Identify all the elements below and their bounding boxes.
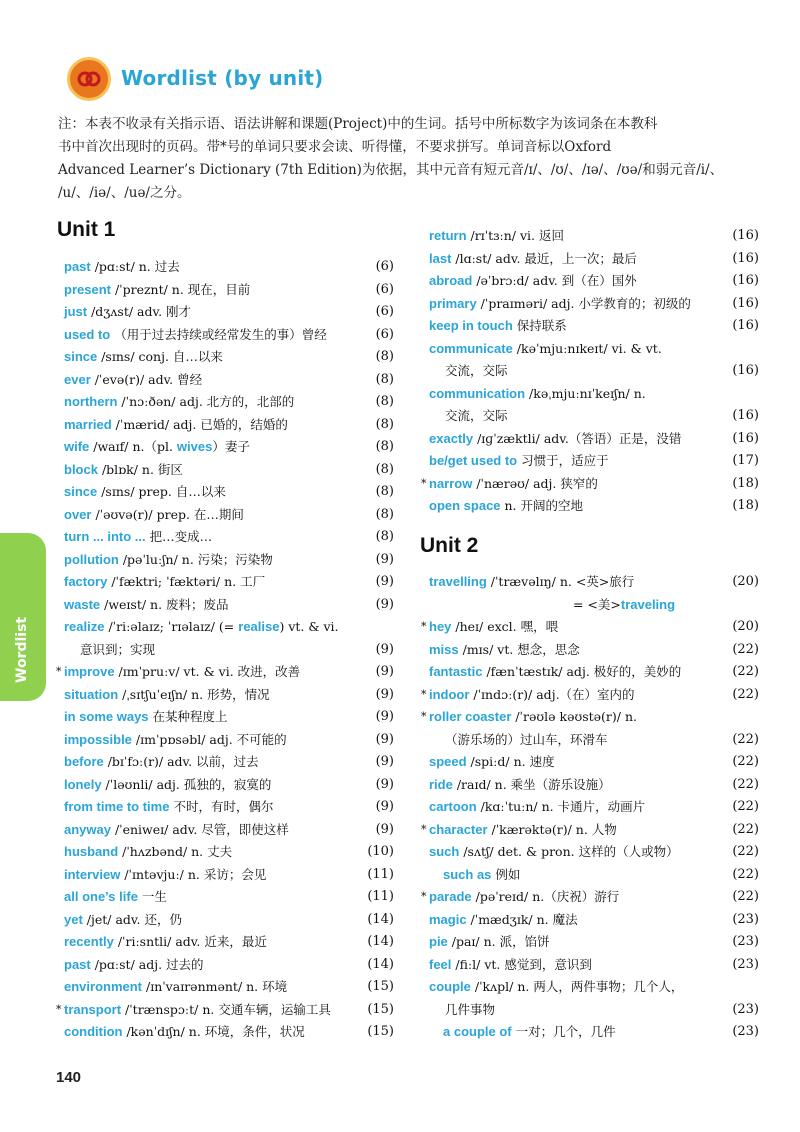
- note-line: Advanced Learner’s Dictionary (7th Edition)为依据，其中元音有短元音/ɪ/、/ʊ/、/ɪə/、/ʊə/和弱元音/i/、: [58, 162, 724, 178]
- definition: /spiːd/ n. 速度: [466, 754, 555, 769]
- page-reference: (9): [375, 821, 394, 837]
- page-reference: (15): [367, 1024, 394, 1039]
- word-entry: [429, 405, 759, 428]
- headword-variant: realise: [238, 619, 280, 634]
- headword: interview: [64, 866, 121, 882]
- word-entry: [429, 383, 759, 406]
- word-entry: [429, 751, 759, 774]
- definition: /ˈləʊnli/ adj. 孤独的，寂寞的: [101, 776, 272, 792]
- page-reference: (14): [367, 956, 394, 972]
- word-entry: [64, 369, 394, 392]
- headword: roller coaster: [429, 709, 512, 724]
- definition: /ˈevə(r)/ adv. 曾经: [90, 371, 203, 387]
- headword: speed: [429, 754, 467, 769]
- page-reference: (8): [375, 506, 394, 522]
- page-reference: (22): [732, 664, 759, 679]
- definition: /ˈnɔːðən/ adj. 北方的，北部的: [117, 394, 295, 409]
- headword: open space: [429, 498, 501, 513]
- word-entry: [64, 481, 394, 504]
- page-reference: (8): [375, 394, 394, 409]
- definition: /ˈrəʊlə kəʊstə(r)/ n.: [511, 709, 637, 724]
- headword-variant: traveling: [620, 596, 676, 612]
- side-tab-label: Wordlist: [14, 616, 30, 683]
- page-reference: (9): [375, 574, 394, 589]
- word-entry: [64, 729, 394, 752]
- definition: /ˈpraɪməri/ adj. 小学教育的；初级的: [476, 295, 691, 311]
- star-marker-icon: *: [56, 665, 62, 678]
- page-reference: (16): [732, 408, 759, 423]
- headword: since: [64, 484, 98, 499]
- page-reference: (9): [375, 596, 394, 612]
- page-reference: (22): [732, 776, 759, 792]
- definition: /ˈɪntəvjuː/ n. 采访；会见: [120, 866, 267, 882]
- definition: /ˈhʌzbənd/ n. 丈夫: [118, 844, 233, 859]
- headword: from time to time: [64, 799, 170, 814]
- page-reference: (8): [375, 439, 394, 454]
- word-entry: [64, 931, 394, 954]
- page-reference: (9): [375, 731, 394, 747]
- page-reference: (8): [375, 461, 394, 477]
- definition: = <美>: [572, 596, 621, 612]
- page-reference: (23): [732, 1001, 759, 1017]
- definition: /raɪd/ n. 乘坐（游乐设施）: [452, 776, 611, 792]
- word-entry: [56, 999, 394, 1022]
- page-reference: (16): [732, 250, 759, 266]
- intro-note: [58, 113, 758, 205]
- headword: communication: [429, 385, 526, 401]
- page-reference: (9): [375, 641, 394, 657]
- definition: /ɪɡˈzæktli/ adv.（答语）正是，没错: [473, 430, 682, 446]
- page-reference: (22): [732, 866, 759, 882]
- word-entry: [64, 459, 394, 482]
- headword: feel: [429, 956, 452, 972]
- headword: transport: [64, 1001, 122, 1017]
- page-number: 140: [56, 1069, 82, 1086]
- definition: /sʌtʃ/ det. & pron. 这样的（人或物）: [459, 844, 679, 859]
- page-reference: (23): [732, 911, 759, 927]
- definition: /kəˈmjuːnɪkeɪt/ vi. & vt.: [512, 340, 662, 356]
- headword: communicate: [429, 340, 513, 356]
- page-reference: (18): [732, 498, 759, 513]
- star-marker-icon: *: [421, 890, 427, 903]
- definition: /ˈfæktri; ˈfæktəri/ n. 工厂: [107, 574, 266, 589]
- word-entry: [64, 684, 394, 707]
- word-entry: [64, 256, 394, 279]
- headword: before: [64, 754, 104, 769]
- headword: past: [64, 956, 91, 972]
- definition: 几件事物: [445, 1001, 496, 1017]
- page-reference: (22): [732, 731, 759, 747]
- page-reference: (9): [375, 551, 394, 567]
- word-entry: [64, 774, 394, 797]
- word-entry: [429, 225, 759, 248]
- page-reference: (23): [732, 1024, 759, 1039]
- page-reference: (9): [375, 754, 394, 769]
- wordlist-side-tab: [0, 533, 46, 701]
- definition: 一生: [137, 889, 167, 904]
- headword: environment: [64, 979, 143, 994]
- definition: 把…变成…: [145, 529, 213, 544]
- word-entry: [64, 504, 394, 527]
- headword: situation: [64, 686, 119, 702]
- definition: /fiːl/ vt. 感觉到，意识到: [451, 956, 592, 972]
- headword: return: [429, 228, 467, 243]
- word-entry: [64, 751, 394, 774]
- word-entry: [429, 796, 759, 819]
- word-entry: [429, 909, 759, 932]
- word-entry: [429, 270, 759, 293]
- unit2-word-list: [421, 571, 759, 1044]
- definition: （游乐场的）过山车，环滑车: [445, 731, 608, 747]
- definition: （用于过去持续或经常发生的事）曾经: [110, 326, 327, 342]
- page-reference: (11): [367, 866, 394, 882]
- page-reference: (23): [732, 956, 759, 972]
- headword: pie: [429, 934, 448, 949]
- star-marker-icon: *: [421, 476, 427, 490]
- definition: 交流，交际: [445, 408, 508, 423]
- headword: impossible: [64, 731, 132, 747]
- definition: /bɪˈfɔː(r)/ adv. 以前，过去: [103, 754, 259, 769]
- definition: /ˈeniweɪ/ adv. 尽管，即使这样: [110, 821, 289, 837]
- headword: present: [64, 281, 111, 297]
- star-marker-icon: *: [421, 620, 427, 633]
- page-reference: (15): [367, 979, 394, 994]
- headword: miss: [429, 641, 459, 657]
- headword: cartoon: [429, 799, 477, 814]
- page-reference: (20): [732, 619, 759, 634]
- definition: 意识到；实现: [80, 641, 156, 657]
- word-entry: [421, 616, 759, 639]
- headword: improve: [64, 664, 115, 679]
- headword: factory: [64, 574, 108, 589]
- word-entry: [64, 976, 394, 999]
- definition: /ˈtrævəlɪŋ/ n. <英>旅行: [486, 574, 635, 589]
- headword: yet: [64, 911, 83, 927]
- page-reference: (10): [367, 844, 394, 859]
- definition: /blɒk/ n. 街区: [97, 461, 183, 477]
- page-reference: (17): [732, 453, 759, 468]
- word-entry: [429, 495, 759, 518]
- definition: /ɪmˈpɒsəbl/ adj. 不可能的: [131, 731, 287, 747]
- star-marker-icon: *: [421, 822, 427, 836]
- word-entry: [429, 293, 759, 316]
- word-entry: [64, 639, 394, 662]
- headword: such as: [443, 866, 492, 882]
- word-entry: [64, 909, 394, 932]
- headword: husband: [64, 844, 119, 859]
- word-entry: [429, 360, 759, 383]
- headword: travelling: [429, 574, 487, 589]
- headword: hey: [429, 619, 452, 634]
- definition-tail: ）妻子: [212, 439, 250, 454]
- definition: 保持联系: [512, 318, 567, 333]
- headword: character: [429, 821, 488, 837]
- word-entry: [429, 315, 759, 338]
- page-reference: (16): [732, 318, 759, 333]
- headword: since: [64, 349, 98, 364]
- headword: keep in touch: [429, 318, 513, 333]
- definition: /ˈriːsntli/ adv. 近来，最近: [113, 934, 267, 949]
- word-entry: [64, 819, 394, 842]
- word-entry: [421, 706, 759, 729]
- page-reference: (6): [375, 281, 394, 297]
- page-reference: (8): [375, 529, 394, 544]
- definition: /weɪst/ n. 废料；废品: [100, 596, 229, 612]
- page-reference: (22): [732, 754, 759, 769]
- definition: /ˈtrænspɔːt/ n. 交通车辆，运输工具: [121, 1001, 331, 1017]
- page-reference: (8): [375, 371, 394, 387]
- page-reference: (22): [732, 821, 759, 837]
- headword: ride: [429, 776, 453, 792]
- page-reference: (20): [732, 574, 759, 589]
- page-reference: (6): [375, 259, 394, 274]
- word-entry: [64, 324, 394, 347]
- page-reference: (14): [367, 934, 394, 949]
- page-reference: (16): [732, 273, 759, 288]
- headword: recently: [64, 934, 114, 949]
- definition: 在某种程度上: [148, 709, 228, 724]
- page-reference: (22): [732, 641, 759, 657]
- headword: condition: [64, 1024, 123, 1039]
- page-reference: (22): [732, 889, 759, 904]
- page-reference: (9): [375, 709, 394, 724]
- headword: waste: [64, 596, 101, 612]
- word-entry: [64, 954, 394, 977]
- headword: pollution: [64, 551, 119, 567]
- word-entry: [64, 571, 394, 594]
- headword: used to: [64, 326, 111, 342]
- word-entry: [64, 841, 394, 864]
- page-reference: (16): [732, 363, 759, 378]
- page-reference: (23): [732, 934, 759, 949]
- unit1-word-list: [56, 256, 394, 1044]
- note-line: 注：本表不收录有关指示语、语法讲解和课题(Project)中的生词。括号中所标数字为该词条在本教科: [58, 116, 658, 132]
- headword: block: [64, 461, 98, 477]
- word-entry: [421, 473, 759, 496]
- headword: indoor: [429, 686, 470, 702]
- headword: parade: [429, 889, 472, 904]
- note-line: /u/、/iə/、/uə/之分。: [58, 185, 191, 201]
- definition: n. 开阔的空地: [500, 498, 584, 513]
- definition-tail: ) vt. & vi.: [279, 619, 339, 634]
- headword: fantastic: [429, 664, 483, 679]
- definition: /sɪns/ prep. 自…以来: [97, 484, 226, 499]
- headword: anyway: [64, 821, 111, 837]
- headword: over: [64, 506, 92, 522]
- headword: wife: [64, 439, 90, 454]
- headword: just: [64, 304, 88, 319]
- word-entry: [64, 616, 394, 639]
- definition: /ˈmædʒɪk/ n. 魔法: [466, 911, 578, 927]
- definition: /kəˌmjuːnɪˈkeɪʃn/ n.: [525, 385, 646, 401]
- word-entry: [429, 594, 759, 617]
- word-entry: [429, 639, 759, 662]
- page-reference: (14): [367, 911, 394, 927]
- headword: be/get used to: [429, 453, 518, 468]
- word-entry: [421, 886, 759, 909]
- definition: /heɪ/ excl. 嘿，喂: [451, 619, 559, 634]
- page-reference: (9): [375, 776, 394, 792]
- word-entry: [64, 796, 394, 819]
- headword: ever: [64, 371, 91, 387]
- word-entry: [64, 279, 394, 302]
- word-entry: [429, 338, 759, 361]
- definition: /ˈpreznt/ n. 现在，目前: [110, 281, 251, 297]
- headword: magic: [429, 911, 467, 927]
- headword: married: [64, 416, 112, 432]
- definition: /fænˈtæstɪk/ adj. 极好的，美妙的: [482, 664, 682, 679]
- page-reference: (16): [732, 430, 759, 446]
- definition: /ˈkʌpl/ n. 两人，两件事物；几个人，: [470, 979, 684, 994]
- definition: /paɪ/ n. 派，馅饼: [447, 934, 550, 949]
- word-entry: [421, 684, 759, 707]
- definition: /waɪf/ n.（pl.: [89, 439, 177, 454]
- word-entry: [64, 886, 394, 909]
- word-entry: [64, 549, 394, 572]
- definition: /ˈmærid/ adj. 已婚的，结婚的: [111, 416, 288, 432]
- star-marker-icon: *: [421, 710, 427, 723]
- definition: /ˈkærəktə(r)/ n. 人物: [487, 821, 617, 837]
- word-entry: [429, 999, 759, 1022]
- word-entry: [64, 301, 394, 324]
- word-entry: [429, 571, 759, 594]
- word-entry: [429, 976, 759, 999]
- definition: /pɑːst/ n. 过去: [90, 259, 180, 274]
- definition: 习惯于，适应于: [517, 453, 609, 468]
- word-entry: [429, 248, 759, 271]
- definition: /ˈɪndɔː(r)/ adj.（在）室内的: [469, 686, 635, 702]
- page-reference: (16): [732, 228, 759, 243]
- word-entry: [429, 931, 759, 954]
- definition: /pəˈluːʃn/ n. 污染；污染物: [118, 551, 273, 567]
- headword: such: [429, 844, 460, 859]
- definition: /pəˈreɪd/ n.（庆祝）游行: [471, 889, 620, 904]
- page-reference: (6): [375, 304, 394, 319]
- definition: 例如: [491, 866, 521, 882]
- headword-variant: wives: [176, 439, 213, 454]
- page-reference: (16): [732, 295, 759, 311]
- word-entry: [429, 428, 759, 451]
- headword: primary: [429, 295, 477, 311]
- definition: /ɪmˈpruːv/ vt. & vi. 改进，改善: [114, 664, 301, 679]
- definition: /ˌsɪtʃuˈeɪʃn/ n. 形势，情况: [118, 686, 270, 702]
- word-entry: [421, 819, 759, 842]
- word-entry: [56, 661, 394, 684]
- headword: in some ways: [64, 709, 149, 724]
- word-entry: [429, 841, 759, 864]
- definition: /dʒʌst/ adv. 刚才: [87, 304, 192, 319]
- definition: /rɪˈtɜːn/ vi. 返回: [466, 228, 564, 243]
- definition: /ˈəʊvə(r)/ prep. 在…期间: [91, 506, 244, 522]
- headword: last: [429, 250, 452, 266]
- definition: 一对；几个，几件: [511, 1024, 616, 1039]
- page-reference: (11): [367, 889, 394, 904]
- unit2-heading: Unit 2: [420, 534, 479, 557]
- unit-logo-icon: [67, 57, 111, 101]
- definition: /ˈnærəʊ/ adj. 狭窄的: [472, 475, 598, 491]
- word-entry: [64, 436, 394, 459]
- definition: /jet/ adv. 还，仍: [82, 911, 182, 927]
- definition: 交流，交际: [445, 363, 508, 378]
- page-reference: (22): [732, 686, 759, 702]
- headword: exactly: [429, 430, 474, 446]
- unit1-continued-word-list: [421, 225, 759, 518]
- page-reference: (9): [375, 799, 394, 814]
- word-entry: [64, 706, 394, 729]
- unit1-heading: Unit 1: [57, 218, 116, 241]
- page-reference: (8): [375, 484, 394, 499]
- star-marker-icon: *: [56, 1002, 62, 1016]
- word-entry: [64, 346, 394, 369]
- word-entry: [64, 414, 394, 437]
- page-reference: (8): [375, 349, 394, 364]
- word-entry: [64, 526, 394, 549]
- page-reference: (9): [375, 664, 394, 679]
- page-reference: (8): [375, 416, 394, 432]
- headword: realize: [64, 619, 105, 634]
- page-reference: (18): [732, 475, 759, 491]
- word-entry: [64, 1021, 394, 1044]
- headword: turn ... into ...: [64, 529, 146, 544]
- definition: /mɪs/ vt. 想念，思念: [458, 641, 580, 657]
- headword: narrow: [429, 475, 473, 491]
- definition: /əˈbrɔːd/ adv. 到（在）国外: [472, 273, 637, 288]
- definition: /pɑːst/ adj. 过去的: [90, 956, 204, 972]
- definition: /sɪns/ conj. 自…以来: [97, 349, 223, 364]
- note-line: 书中首次出现时的页码。带*号的单词只要求会读、听得懂，不要求拼写。单词音标以Oxford: [58, 139, 612, 155]
- page-reference: (6): [375, 326, 394, 342]
- word-entry: [429, 450, 759, 473]
- headword: couple: [429, 979, 471, 994]
- word-entry: [64, 391, 394, 414]
- word-entry: [429, 661, 759, 684]
- headword: a couple of: [443, 1024, 512, 1039]
- headword: northern: [64, 394, 118, 409]
- headword: lonely: [64, 776, 102, 792]
- word-entry: [429, 1021, 759, 1044]
- definition: /kənˈdɪʃn/ n. 环境，条件，状况: [122, 1024, 305, 1039]
- word-entry: [429, 774, 759, 797]
- definition: /kɑːˈtuːn/ n. 卡通片，动画片: [476, 799, 646, 814]
- definition: /ˈriːəlaɪz; ˈrɪəlaɪz/ (=: [104, 619, 239, 634]
- definition: /ɪnˈvaɪrənmənt/ n. 环境: [142, 979, 288, 994]
- headword: abroad: [429, 273, 473, 288]
- page-reference: (22): [732, 844, 759, 859]
- page-reference: (22): [732, 799, 759, 814]
- word-entry: [64, 594, 394, 617]
- star-marker-icon: *: [421, 687, 427, 701]
- definition: /lɑːst/ adv. 最近，上一次；最后: [451, 250, 637, 266]
- word-entry: [429, 729, 759, 752]
- word-entry: [429, 864, 759, 887]
- definition: 不时，有时，偶尔: [169, 799, 274, 814]
- headword: all one’s life: [64, 889, 138, 904]
- word-entry: [429, 954, 759, 977]
- word-entry: [64, 864, 394, 887]
- headword: past: [64, 259, 91, 274]
- page-reference: (9): [375, 686, 394, 702]
- page-reference: (15): [367, 1001, 394, 1017]
- page-title: Wordlist (by unit): [121, 66, 324, 90]
